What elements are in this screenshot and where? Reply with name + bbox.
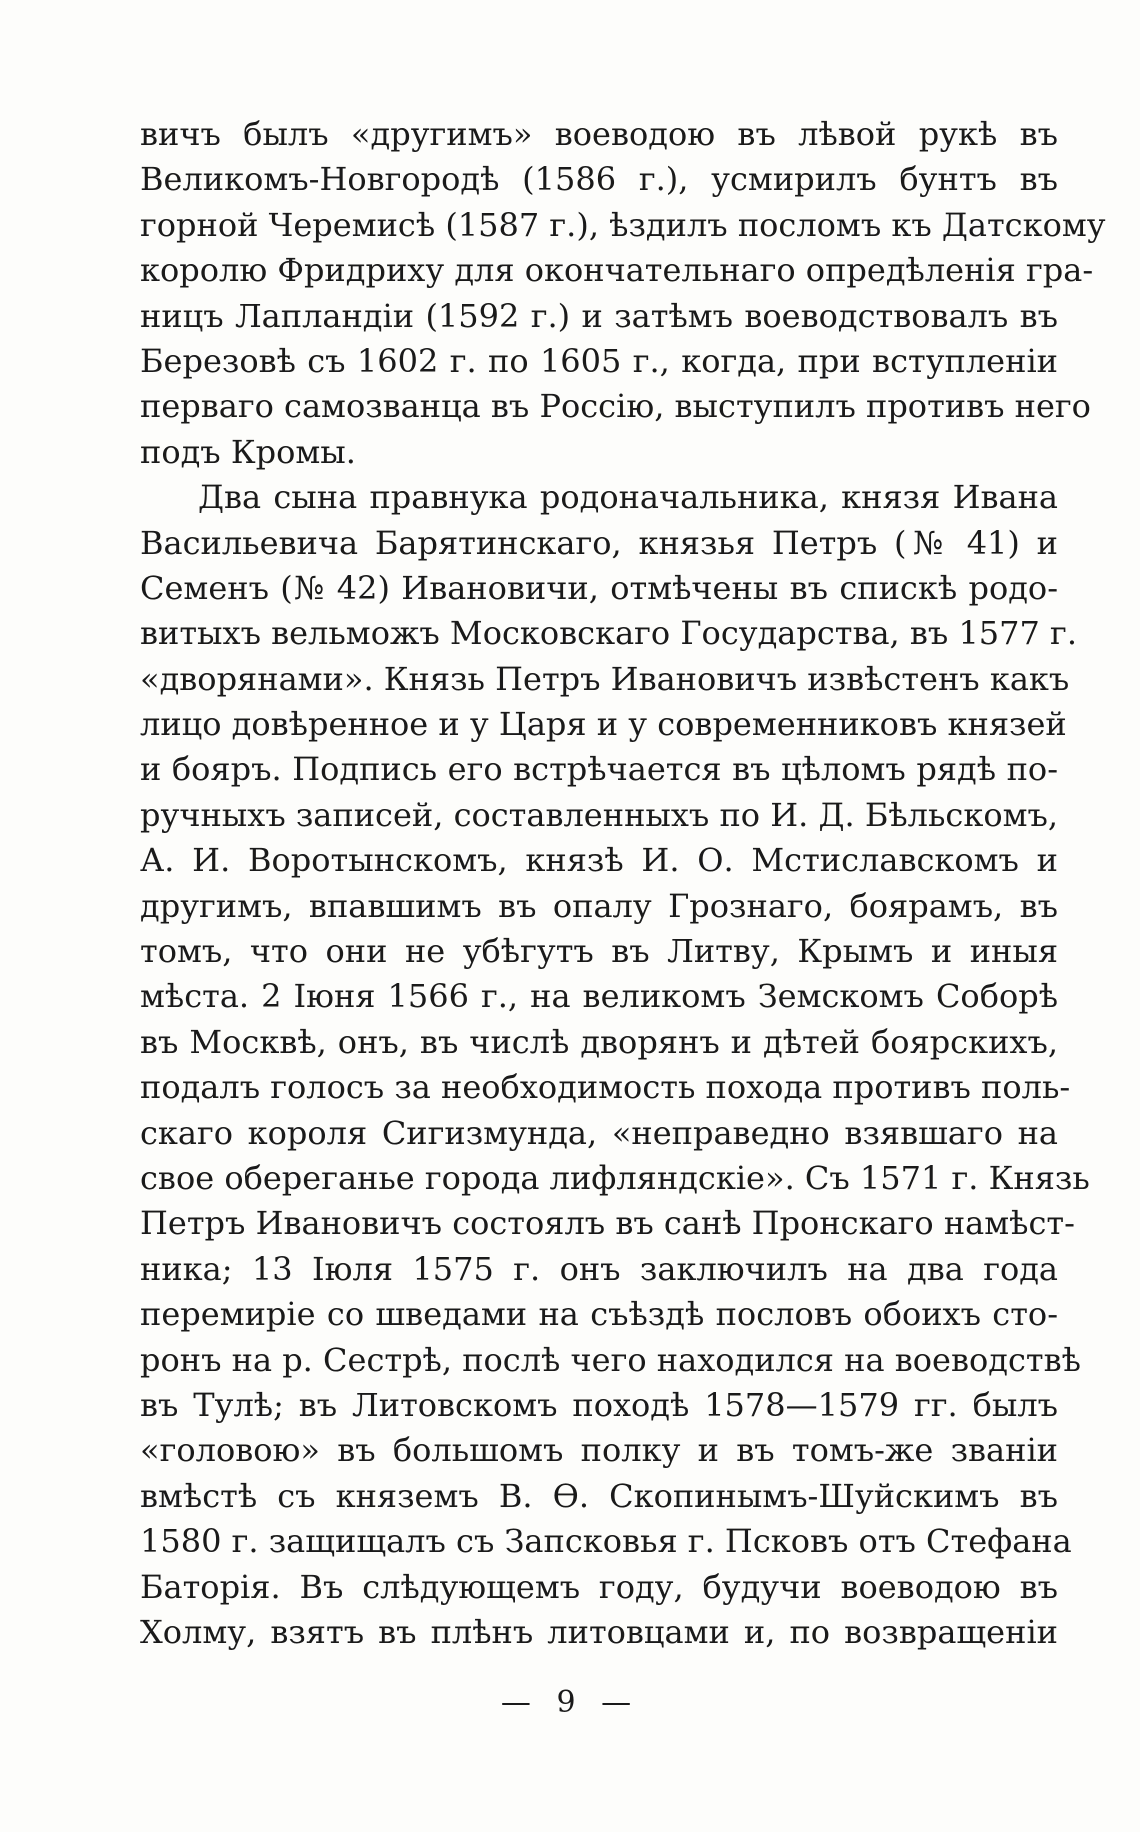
page-number: — 9 — [500, 1685, 640, 1720]
text-line: Петръ Ивановичъ состоялъ въ санѣ Пронскаго намѣст- [140, 1204, 1075, 1243]
text-line: А. И. Воротынскомъ, князѣ И. О. Мстиславскомъ и [140, 841, 1058, 880]
text-line: подалъ голосъ за необходимость похода противъ поль- [140, 1068, 1071, 1107]
text-line: и бояръ. Подпись его встрѣчается въ цѣломъ рядѣ по- [140, 750, 1058, 789]
text-line: королю Фридриху для окончательнаго опредѣленія гра- [140, 251, 1094, 290]
text-line: вмѣстѣ съ княземъ В. Ѳ. Скопинымъ-Шуйскимъ въ [140, 1476, 1058, 1515]
text-line: «головою» въ большомъ полку и въ томъ-же званіи [140, 1431, 1058, 1470]
text-line: перемиріе со шведами на съѣздѣ пословъ обоихъ сто- [140, 1295, 1058, 1334]
text-line: скаго короля Сигизмунда, «неправедно взявшаго на [140, 1113, 1058, 1152]
text-line: ронъ на р. Сестрѣ, послѣ чего находился на воеводствѣ [140, 1340, 1081, 1379]
text-line: ницъ Лапландіи (1592 г.) и затѣмъ воеводствовалъ въ [140, 296, 1058, 335]
text-line: въ Москвѣ, онъ, въ числѣ дворянъ и дѣтей боярскихъ, [140, 1022, 1058, 1061]
text-line: подъ Кромы. [140, 432, 356, 471]
text-line: Холму, взятъ въ плѣнъ литовцами и, по возвращеніи [140, 1612, 1058, 1651]
text-line: перваго самозванца въ Россію, выступилъ противъ него [140, 387, 1091, 426]
text-line: томъ, что они не убѣгутъ въ Литву, Крымъ и иныя [140, 932, 1058, 971]
paragraph-2 [140, 475, 1090, 1655]
page-body [140, 112, 1106, 1655]
text-line: другимъ, впавшимъ въ опалу Грознаго, боярамъ, въ [140, 886, 1058, 925]
text-line: ручныхъ записей, составленныхъ по И. Д. Бѣльскомъ, [140, 795, 1058, 834]
text-line: вичъ былъ «другимъ» воеводою въ лѣвой рукѣ въ [140, 115, 1058, 153]
text-line: мѣста. 2 Іюня 1566 г., на великомъ Земскомъ Соборѣ [140, 977, 1058, 1016]
text-line: Березовѣ съ 1602 г. по 1605 г., когда, при вступленіи [140, 341, 1058, 380]
text-line: въ Тулѣ; въ Литовскомъ походѣ 1578—1579 гг. былъ [140, 1385, 1058, 1424]
text-line: Два сына правнука родоначальника, князя Ивана [198, 478, 1058, 517]
text-line: свое обереганье города лифляндскіе». Съ 1571 г. Князь [140, 1158, 1090, 1197]
text-line: витыхъ вельможъ Московскаго Государства, въ 1577 г. [140, 614, 1077, 653]
text-line: Великомъ-Новгородѣ (1586 г.), усмирилъ бунтъ въ [140, 160, 1058, 199]
paragraph-1 [140, 112, 1106, 475]
text-line: Баторія. Въ слѣдующемъ году, будучи воеводою въ [140, 1567, 1058, 1606]
text-line: 1580 г. защищалъ съ Запсковья г. Псковъ отъ Стефана [140, 1522, 1072, 1561]
text-line: Васильевича Барятинскаго, князья Петръ (№ 41) и [140, 523, 1058, 562]
text-line: «дворянами». Князь Петръ Ивановичъ извѣстенъ какъ [140, 659, 1070, 698]
text-line: Семенъ (№ 42) Ивановичи, отмѣчены въ спискѣ родо- [140, 568, 1058, 607]
text-line: лицо довѣренное и у Царя и у современниковъ князей [140, 705, 1067, 744]
text-line: горной Черемисѣ (1587 г.), ѣздилъ посломъ къ Датскому [140, 205, 1106, 244]
text-line: ника; 13 Іюля 1575 г. онъ заключилъ на два года [140, 1249, 1058, 1288]
